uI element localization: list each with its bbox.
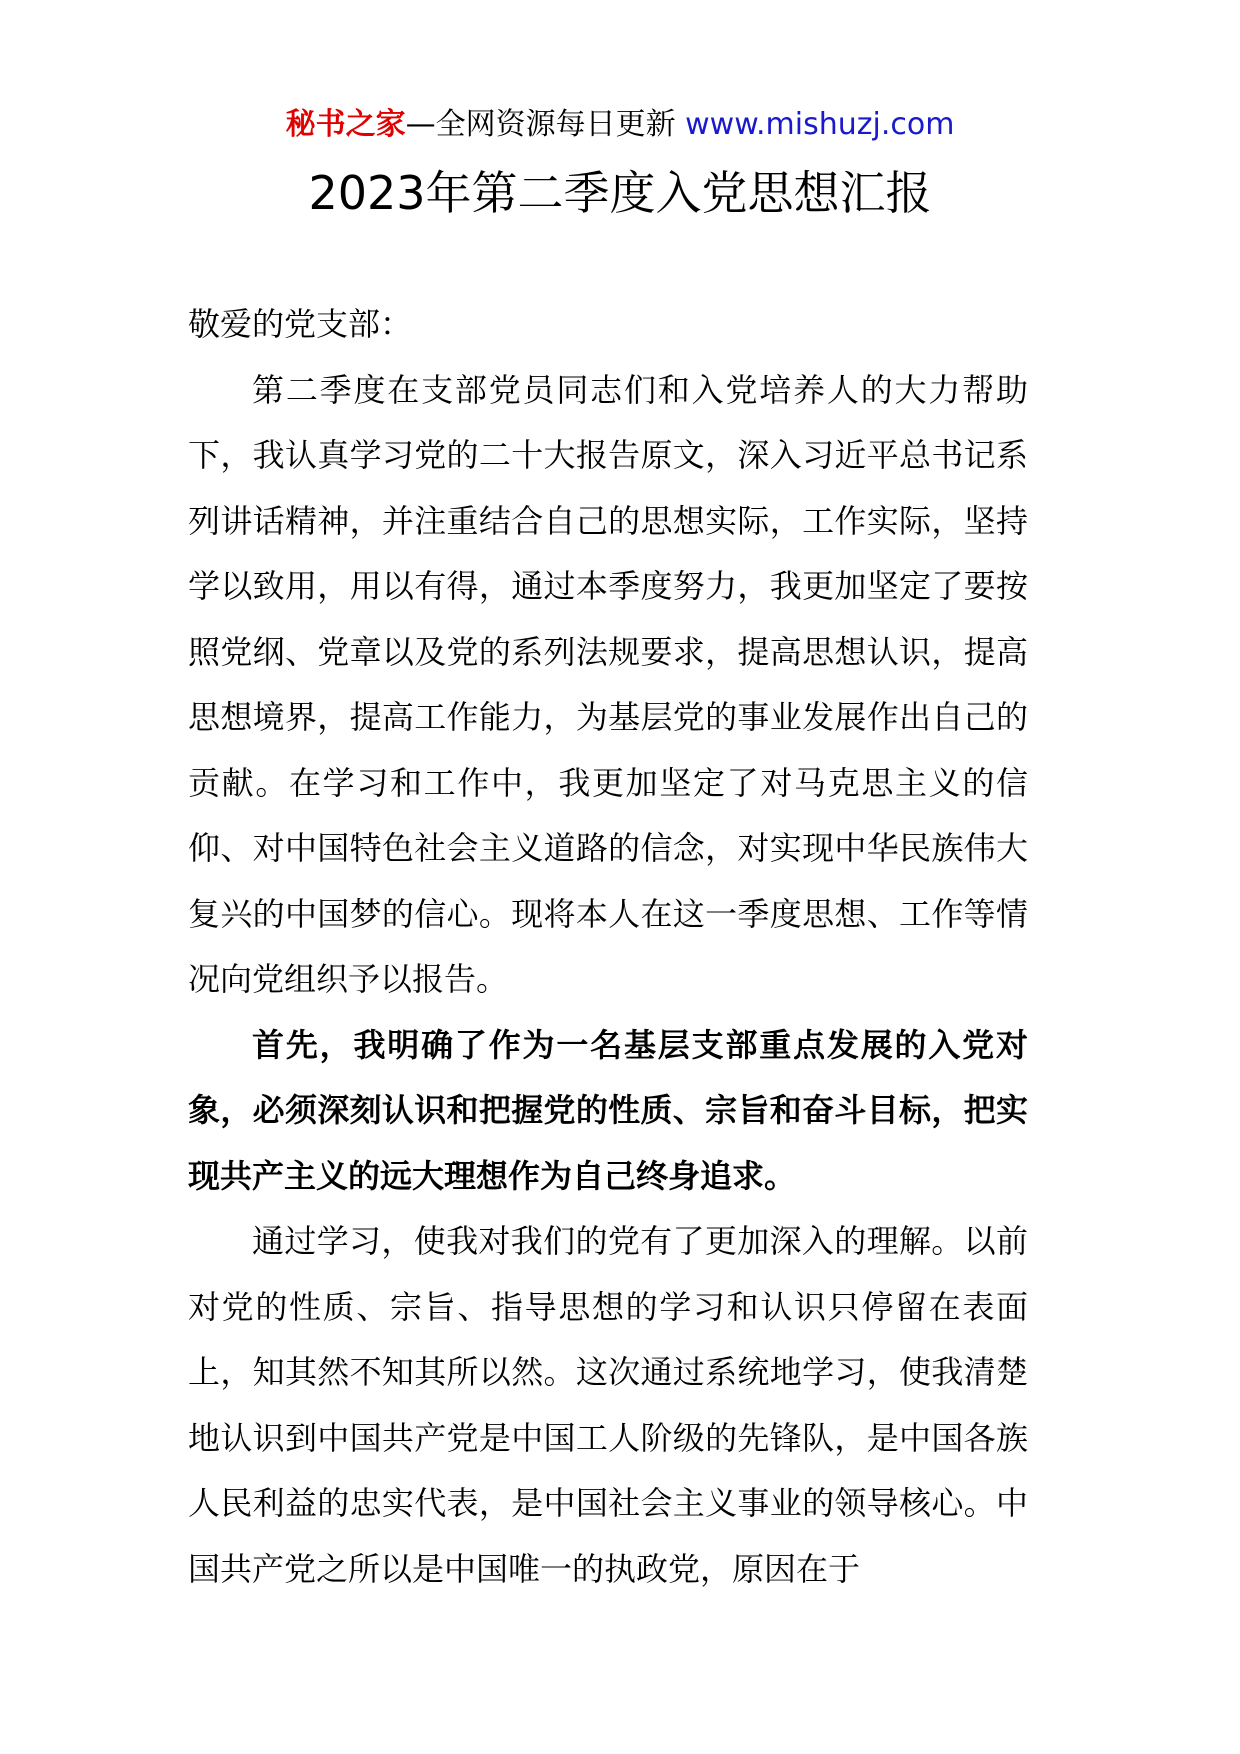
- document-body: [188, 292, 1028, 1602]
- site-header: [0, 100, 1240, 150]
- paragraph-intro: 第二季度在支部党员同志们和入党培养人的大力帮助下，我认真学习党的二十大报告原文，深入习近平总书记系列讲话精神，并注重结合自己的思想实际，工作实际，坚持学以致用，用以有得，通过本季度努力，我更加坚定了要按照党纲、党章以及党的系列法规要求，提高思想认识，提高思想境界，提高工作能力，为基层党的事业发展作出自己的贡献。在学习和工作中，我更加坚定了对马克思主义的信仰、对中国特色社会主义道路的信念，对实现中华民族伟大复兴的中国梦的信心。现将本人在这一季度思想、工作等情况向党组织予以报告。: [188, 370, 1028, 998]
- brand-name: 秘书之家: [285, 107, 406, 142]
- site-slogan: —全网资源每日更新: [405, 107, 686, 142]
- salutation: 敬爱的党支部：: [188, 305, 413, 343]
- paragraph-first-point-heading: 首先，我明确了作为一名基层支部重点发展的入党对象，必须深刻认识和把握党的性质、宗旨和奋斗目标，把实现共产主义的远大理想作为自己终身追求。: [188, 1025, 1028, 1195]
- site-url-link[interactable]: www.mishuzj.com: [685, 107, 955, 142]
- document-title: 2023年第二季度入党思想汇报: [308, 166, 932, 220]
- paragraph-first-point-body: 通过学习，使我对我们的党有了更加深入的理解。以前对党的性质、宗旨、指导思想的学习和认识只停留在表面上，知其然不知其所以然。这次通过系统地学习，使我清楚地认识到中国共产党是中国工人阶级的先锋队，是中国各族人民利益的忠实代表，是中国社会主义事业的领导核心。中国共产党之所以是中国唯一的执政党，原因在于: [188, 1222, 1028, 1588]
